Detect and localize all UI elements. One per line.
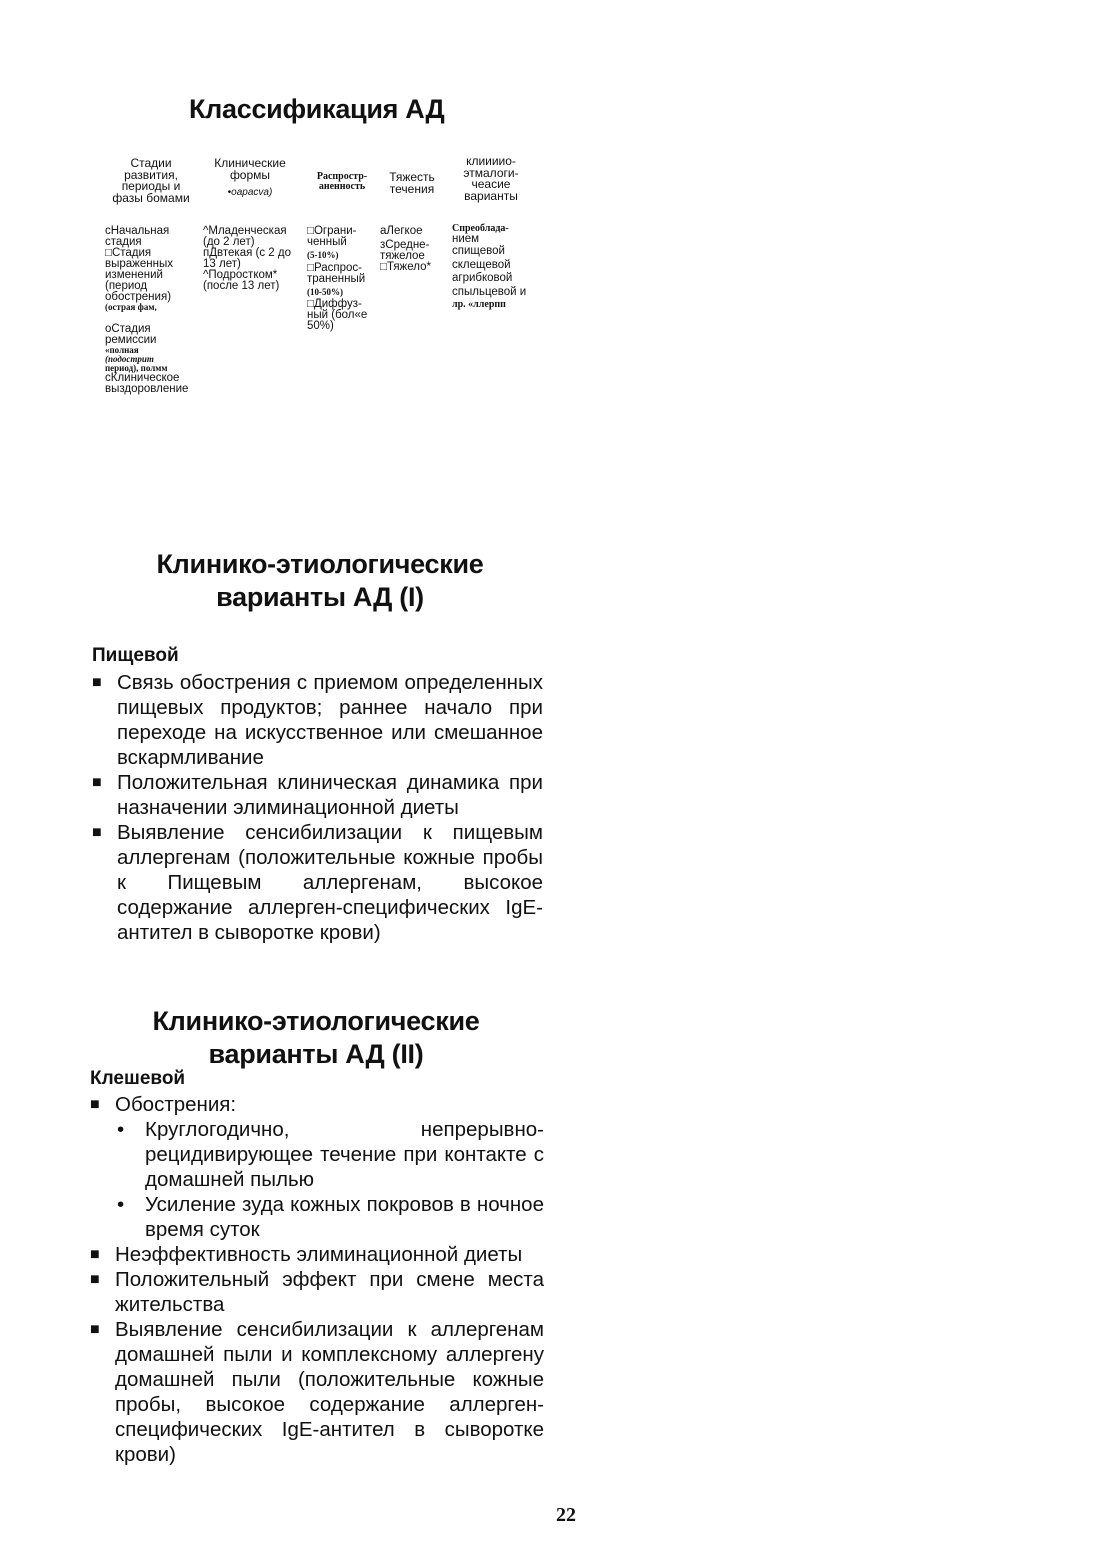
section3-subheading: Клешевой [90,1068,186,1089]
table-header-prevalence: Распростр-аненность [316,171,368,192]
table-header-forms-label: Клинические формы [214,156,286,182]
prevalence-item: □Ограни-ченный [307,225,357,248]
section2-subheading: Пищевой [92,645,179,666]
section2-title [100,548,540,614]
list-item: ■ Положительный эффект при смене места жительства [90,1267,544,1317]
variant-item: Спреоблада- [452,223,509,234]
form-item: ^Подростком* (после 13 лет) [203,269,280,292]
severity-item: аЛегкое [380,225,423,237]
variant-item: спищевой [452,245,505,257]
section2-title-line2: варианты АД (I) [216,582,424,612]
form-item: пДвтекая (с 2 до 13 лет) [203,247,291,270]
table-header-severity: Тяжесть течения [389,170,435,196]
variant-item: склещевой [452,258,511,271]
prevalence-item: (10-50%) [307,287,343,297]
table-header-forms-note: •оарасva) [227,187,273,198]
stage-item: (острая фам, [105,302,157,312]
list-item: ■ Выявление сенсибилизации к аллергенам домашней пыли и комплексному аллергену домашней пыли (положительные кожные пробы, высокое содержание аллерген-специфических IgE-антител в сыворотке крови) [90,1317,544,1467]
section2-list [92,670,543,945]
variant-item: нием [452,233,480,245]
section2-title-line1: Клинико-этиологические [156,549,484,579]
stage-item: (подострит [105,354,154,364]
prevalence-item: □Распрос-траненный [307,262,366,285]
table-col-severity [380,226,446,273]
section1-title: Классификация АД [189,94,445,124]
list-item: ■ Положительная клиническая динамика при назначении элиминационной диеты [92,770,543,820]
table-col-forms [203,226,299,292]
list-item: ■ Неэффективность элиминационной диеты [90,1242,544,1267]
section3-list [90,1092,544,1467]
page-number: 22 [556,1504,576,1526]
variant-item: спыльцевой и [452,285,527,298]
table-col-stages [105,226,201,395]
list-item: ■ Обострения: [90,1092,544,1117]
table-header-variants: клиииио-этмалоги-чеасие варианты [463,154,519,203]
section3-title-line1: Клинико-этиологические [152,1006,480,1036]
table-col-prevalence [307,226,375,332]
stage-item: «полная [105,345,139,355]
list-item: ■ Связь обострения с приемом определенных пищевых продуктов; раннее начало при переходе на искусственное или смешанное вскармливание [92,670,543,770]
table-col-variants [452,224,542,311]
section3-title-line2: варианты АД (II) [208,1039,424,1069]
table-header-forms [203,158,297,199]
severity-item: зСредне-тяжелое [380,239,430,262]
stage-item: □Стадия выраженных изменений (период обострения) [105,247,173,303]
table-header-stages: Стадии развития, периоды и фазы бомами [112,156,190,205]
stage-item: оСтадия ремиссии [105,323,157,346]
prevalence-item: (5-10%) [307,250,339,260]
severity-item: □Тяжело* [380,261,431,273]
variant-item: агрибковой [452,272,513,284]
prevalence-item: □Диффуз-ный (бол«е 50%) [307,298,368,332]
classification-table [103,156,543,416]
stage-item: период), полмм [105,363,168,373]
sub-list-item: • Усиление зуда кожных покровов в ночное время суток [90,1192,544,1242]
form-item: ^Младенческая (до 2 лет) [203,225,287,248]
stage-item: сКлиническое выздоровление [105,372,189,395]
section3-title [96,1005,536,1071]
list-item: ■ Выявление сенсибилизации к пищевым аллергенам (положительные кожные пробы к Пищевым аллергенам, высокое содержание аллерген-специфических IgE-антител в сыворотке крови) [92,820,543,945]
variant-item: лр. «ллерпп [452,299,506,310]
sub-list-item: • Круглогодично, непрерывно-рецидивирующее течение при контакте с домашней пылью [90,1117,544,1192]
stage-item: сНачальная стадия [105,225,170,248]
